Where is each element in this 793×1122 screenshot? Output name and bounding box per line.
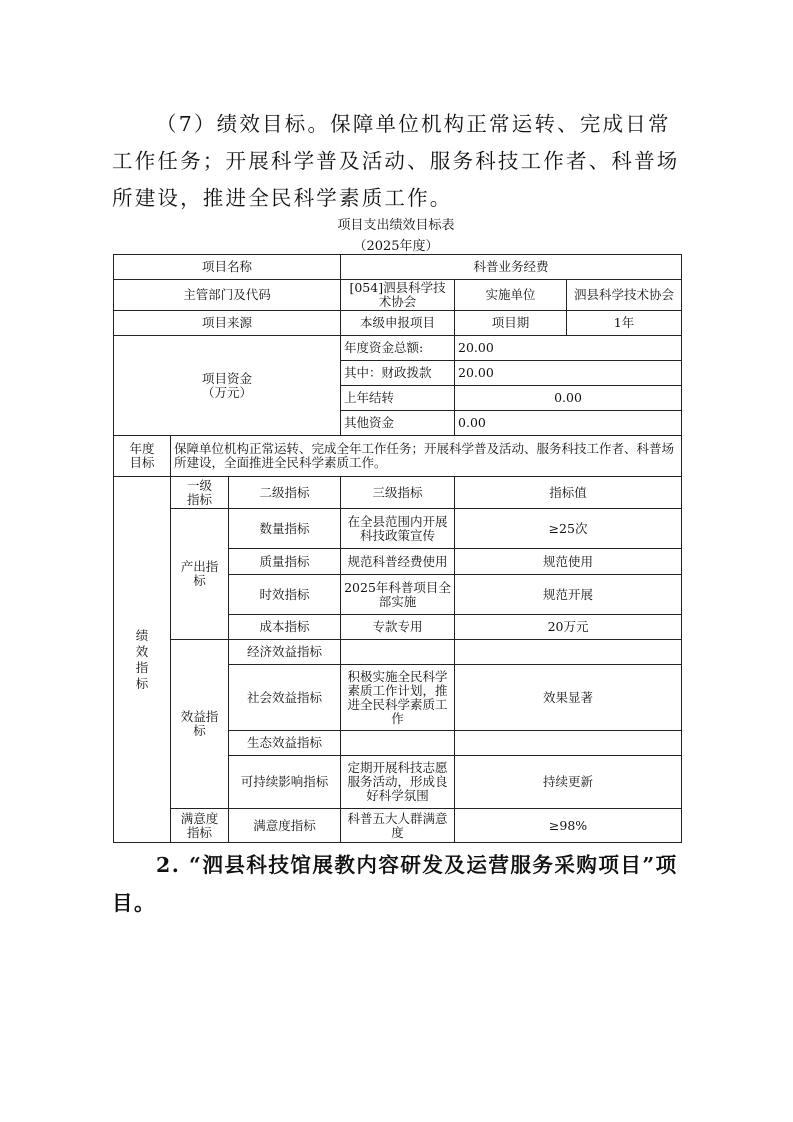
funds-fiscal-value: 20.00 bbox=[455, 361, 682, 386]
output-label: 产出指 标 bbox=[171, 509, 229, 640]
level3-cell bbox=[341, 640, 455, 665]
intro-paragraph bbox=[112, 106, 687, 217]
level2-cell: 社会效益指标 bbox=[229, 665, 341, 731]
level3-cell: 规范科普经费使用 bbox=[341, 549, 455, 575]
level3-cell: 科普五大人群满意度 bbox=[341, 809, 455, 843]
satisfaction-label: 满意度 指标 bbox=[171, 809, 229, 843]
value-cell: ≥25次 bbox=[455, 509, 682, 549]
project-name-label: 项目名称 bbox=[114, 255, 341, 280]
table-row bbox=[114, 280, 682, 311]
source-label: 项目来源 bbox=[114, 311, 341, 336]
value-cell bbox=[455, 731, 682, 756]
table-title: 项目支出绩效目标表 bbox=[337, 218, 455, 233]
value-cell: 效果显著 bbox=[455, 665, 682, 731]
perf-label: 绩效指标 bbox=[114, 477, 171, 843]
funds-total-label: 年度资金总额: bbox=[341, 336, 455, 361]
annual-goal-label: 年度 目标 bbox=[114, 436, 171, 477]
funds-total-value: 20.00 bbox=[455, 336, 682, 361]
funds-carryover-label: 上年结转 bbox=[341, 386, 455, 411]
source-value: 本级申报项目 bbox=[341, 311, 455, 336]
benefit-label: 效益指 标 bbox=[171, 640, 229, 809]
funds-other-label: 其他资金 bbox=[341, 411, 455, 436]
section-heading-2: 2. “泗县科技馆展教内容研发及运营服务采购项目”项目。 bbox=[112, 853, 678, 915]
level3-cell: 在全县范围内开展科技政策宣传 bbox=[341, 509, 455, 549]
value-cell bbox=[455, 640, 682, 665]
table-row bbox=[114, 255, 682, 280]
value-cell: 持续更新 bbox=[455, 756, 682, 809]
header-value: 指标值 bbox=[455, 477, 682, 509]
intro-text: （7）绩效目标。保障单位机构正常运转、完成日常工作任务；开展科学普及活动、服务科技工作者、科普场所建设，推进全民科学素质工作。 bbox=[112, 112, 680, 210]
funds-other-value: 0.00 bbox=[455, 411, 682, 436]
dept-value: [054]泗县科学技术协会 bbox=[341, 280, 455, 311]
level2-cell: 数量指标 bbox=[229, 509, 341, 549]
level3-cell: 积极实施全民科学素质工作计划，推进全民科学素质工作 bbox=[341, 665, 455, 731]
level2-cell: 质量指标 bbox=[229, 549, 341, 575]
funds-label: 项目资金 （万元） bbox=[114, 336, 341, 436]
header-level1: 一级 指标 bbox=[171, 477, 229, 509]
period-label: 项目期 bbox=[455, 311, 567, 336]
level2-cell: 生态效益指标 bbox=[229, 731, 341, 756]
level3-cell: 2025年科普项目全部实施 bbox=[341, 575, 455, 615]
period-value: 1年 bbox=[567, 311, 682, 336]
level2-cell: 时效指标 bbox=[229, 575, 341, 615]
level3-cell: 定期开展科技志愿服务活动，形成良好科学氛围 bbox=[341, 756, 455, 809]
level3-cell: 专款专用 bbox=[341, 615, 455, 640]
table-row bbox=[114, 436, 682, 477]
table-row bbox=[114, 477, 682, 509]
level2-cell: 成本指标 bbox=[229, 615, 341, 640]
impl-unit-label: 实施单位 bbox=[455, 280, 567, 311]
table-row bbox=[114, 336, 682, 361]
performance-table bbox=[113, 254, 682, 843]
table-row bbox=[114, 509, 682, 549]
table-row bbox=[114, 809, 682, 843]
level2-cell: 经济效益指标 bbox=[229, 640, 341, 665]
header-level2: 二级指标 bbox=[229, 477, 341, 509]
table-row bbox=[114, 640, 682, 665]
impl-unit-value: 泗县科学技术协会 bbox=[567, 280, 682, 311]
funds-fiscal-label: 其中：财政拨款 bbox=[341, 361, 455, 386]
level2-cell: 可持续影响指标 bbox=[229, 756, 341, 809]
value-cell: 20万元 bbox=[455, 615, 682, 640]
value-cell: ≥98% bbox=[455, 809, 682, 843]
level2-cell: 满意度指标 bbox=[229, 809, 341, 843]
annual-goal: 保障单位机构正常运转、完成全年工作任务；开展科学普及活动、服务科技工作者、科普场所建设，全面推进全民科学素质工作。 bbox=[171, 436, 682, 477]
table-row bbox=[114, 311, 682, 336]
dept-label: 主管部门及代码 bbox=[114, 280, 341, 311]
header-level3: 三级指标 bbox=[341, 477, 455, 509]
funds-carryover-value: 0.00 bbox=[455, 386, 682, 411]
level3-cell bbox=[341, 731, 455, 756]
value-cell: 规范使用 bbox=[455, 549, 682, 575]
value-cell: 规范开展 bbox=[455, 575, 682, 615]
table-year: （2025年度） bbox=[353, 239, 439, 254]
project-name: 科普业务经费 bbox=[341, 255, 682, 280]
